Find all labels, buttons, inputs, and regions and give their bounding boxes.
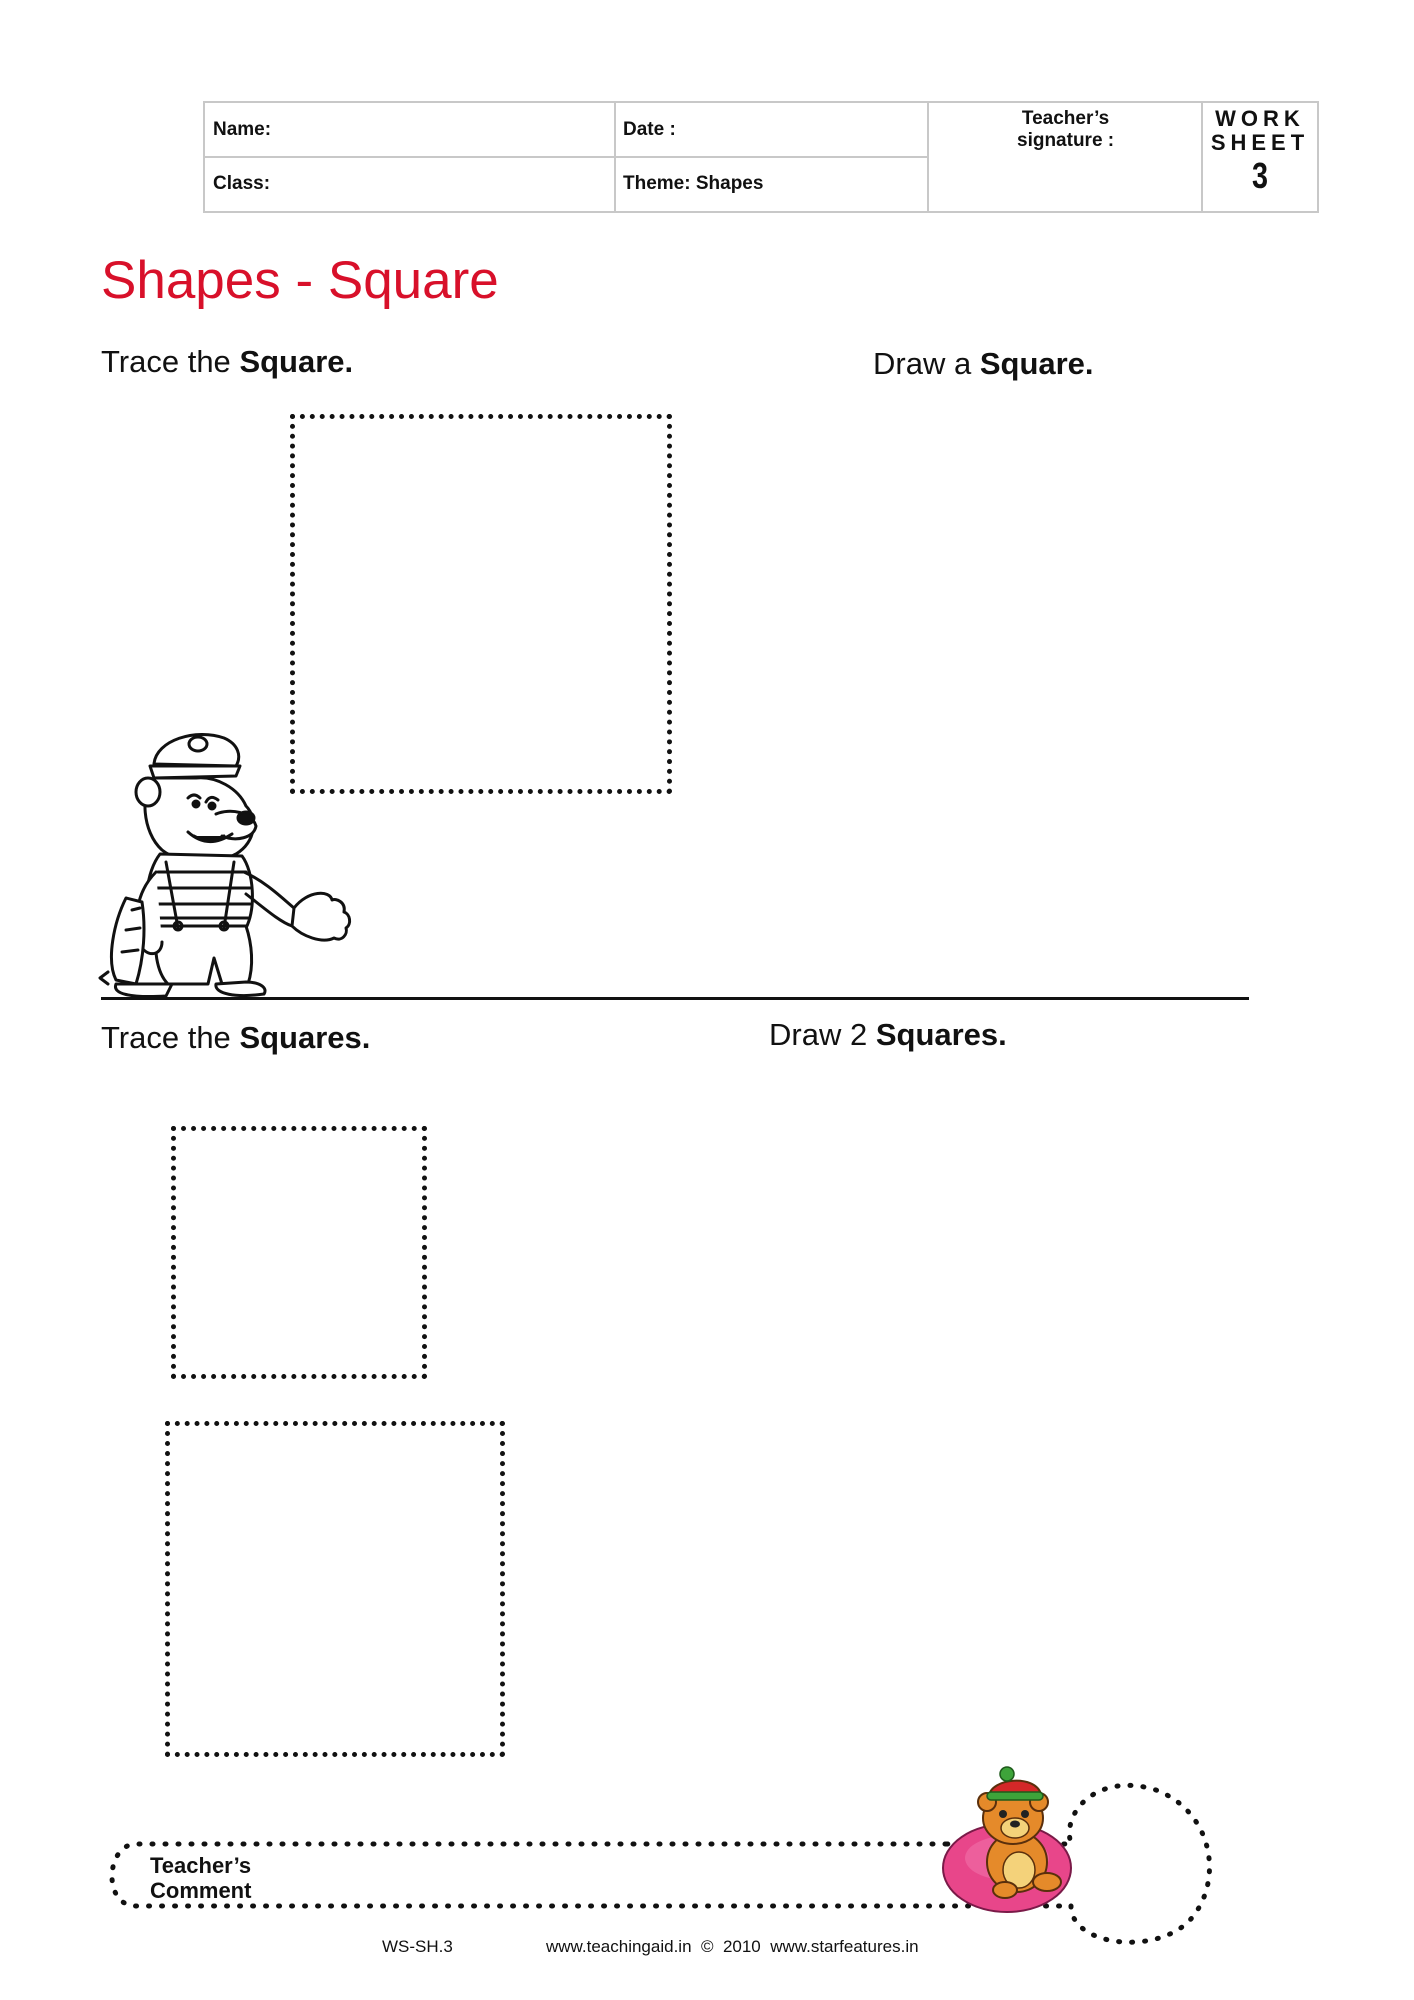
header-table xyxy=(203,101,1319,213)
class-label: Class: xyxy=(213,173,271,194)
instruction-draw-square: Draw a Square. xyxy=(873,346,1094,381)
date-label: Date : xyxy=(623,119,676,140)
footer-website: www.teachingaid.in © 2010 www.starfeatures.in xyxy=(546,1937,919,1956)
theme-label: Theme: Shapes xyxy=(623,173,764,194)
bear-on-beanbag-illustration xyxy=(935,1766,1095,1916)
worksheet-code: WS-SH.3 xyxy=(382,1937,453,1956)
teacher-signature-label: Teacher’s signature : xyxy=(1017,108,1115,151)
worksheet-number: 3 xyxy=(1251,155,1269,196)
header-divider xyxy=(205,156,927,158)
teacher-comment-label: Teacher’s Comment xyxy=(150,1853,252,1903)
trace-square-medium[interactable] xyxy=(165,1421,505,1757)
trace-square-small[interactable] xyxy=(171,1126,427,1379)
instruction-trace-squares: Trace the Squares. xyxy=(101,1020,371,1055)
instruction-draw-two-squares: Draw 2 Squares. xyxy=(769,1017,1007,1052)
bear-mascot-illustration xyxy=(96,722,352,998)
worksheet-badge: WORK SHEET 3 xyxy=(1210,106,1310,196)
page-title: Shapes - Square xyxy=(101,251,499,310)
instruction-trace-square: Trace the Square. xyxy=(101,344,354,379)
header-divider xyxy=(927,103,929,211)
name-label: Name: xyxy=(213,119,272,140)
section-divider xyxy=(101,997,1249,1000)
